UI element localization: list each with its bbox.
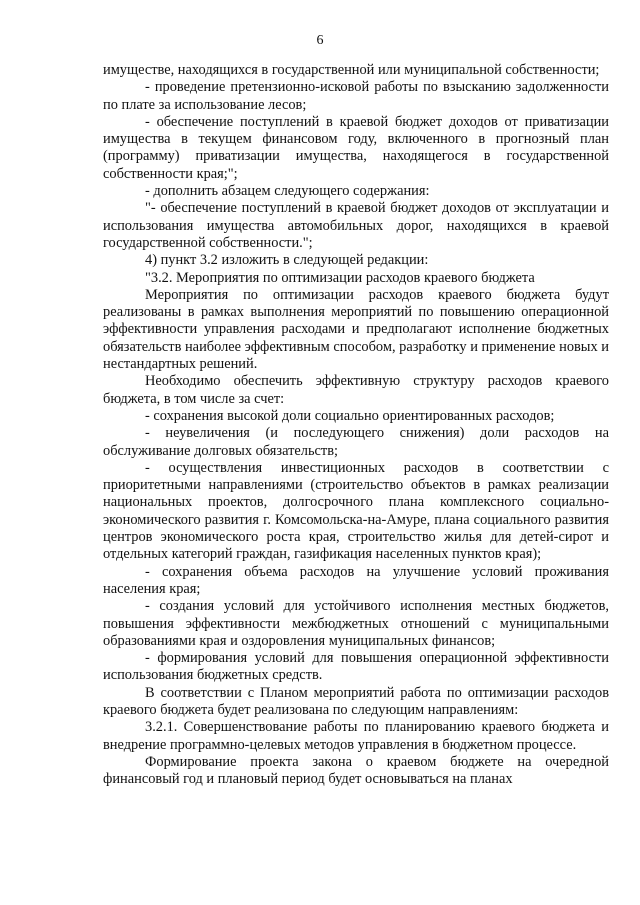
paragraph-plan-directions: В соответствии с Планом мероприятий работа по оптимизации расходов краевого бюджета будет реализована по следующим направлениям:: [103, 684, 609, 718]
section-heading-3-2: "3.2. Мероприятия по оптимизации расходов краевого бюджета: [145, 269, 535, 286]
paragraph-measures-intro: Мероприятия по оптимизации расходов краевого бюджета будут реализованы в рамках выполнения мероприятий по повышению операционной эффективности управления расходами и предполагают исполнение бюджетных обязательств наиболее эффективным способом, разработку и применение новых и нестандартных решений.: [103, 286, 609, 373]
list-item-social-expenses: - сохранения высокой доли социально ориентированных расходов;: [145, 407, 555, 424]
paragraph-add-clause: - дополнить абзацем следующего содержания:: [145, 183, 430, 200]
paragraph-privatization-revenue: - обеспечение поступлений в краевой бюджет доходов от приватизации имущества в текущем финансовом году, включенного в прогнозный план (программу) приватизации имущества, находящегося в государственной собственности края;";: [103, 113, 609, 182]
paragraph-item-4: 4) пункт 3.2 изложить в следующей редакции:: [145, 252, 429, 269]
paragraph-law-draft: Формирование проекта закона о краевом бюджете на очередной финансовый год и плановый период будет основываться на планах: [103, 753, 609, 788]
list-item-operational-efficiency: - формирования условий для повышения операционной эффективности использования бюджетных средств.: [103, 650, 609, 684]
paragraph-road-property-revenue: "- обеспечение поступлений в краевой бюджет доходов от эксплуатации и использования имущества автомобильных дорог, находящихся в краевой государственной собственности.";: [103, 200, 609, 251]
list-item-living-conditions: - сохранения объема расходов на улучшение условий проживания населения края;: [103, 563, 609, 597]
paragraph-claims-work: - проведение претензионно-исковой работы по взысканию задолженности по плате за использование лесов;: [103, 79, 609, 113]
document-body: [103, 62, 609, 788]
page-number: 6: [316, 33, 324, 48]
section-heading-3-2-1: 3.2.1. Совершенствование работы по планированию краевого бюджета и внедрение программно-целевых методов управления в бюджетном процессе.: [103, 719, 609, 753]
paragraph-structure-intro: Необходимо обеспечить эффективную структуру расходов краевого бюджета, в том числе за счет:: [103, 373, 609, 407]
list-item-debt-service: - неувеличения (и последующего снижения) доли расходов на обслуживание долговых обязательств;: [103, 425, 609, 459]
list-item-local-budgets: - создания условий для устойчивого исполнения местных бюджетов, повышения эффективности межбюджетных отношений с муниципальными образованиями края и оздоровления муниципальных финансов;: [103, 598, 609, 649]
paragraph-property-continuation: имуществе, находящихся в государственной или муниципальной собственности;: [103, 62, 600, 78]
list-item-investment-expenses: - осуществления инвестиционных расходов в соответствии с приоритетными направлениями (строительство объектов в рамках реализации национальных проектов, долгосрочного плана комплексного социально-экономического развития г. Комсомольска-на-Амуре, плана социального развития центров экономического роста края, строительство жилья для детей-сирот и отдельных категорий граждан, газификация населенных пунктов края);: [103, 459, 609, 563]
